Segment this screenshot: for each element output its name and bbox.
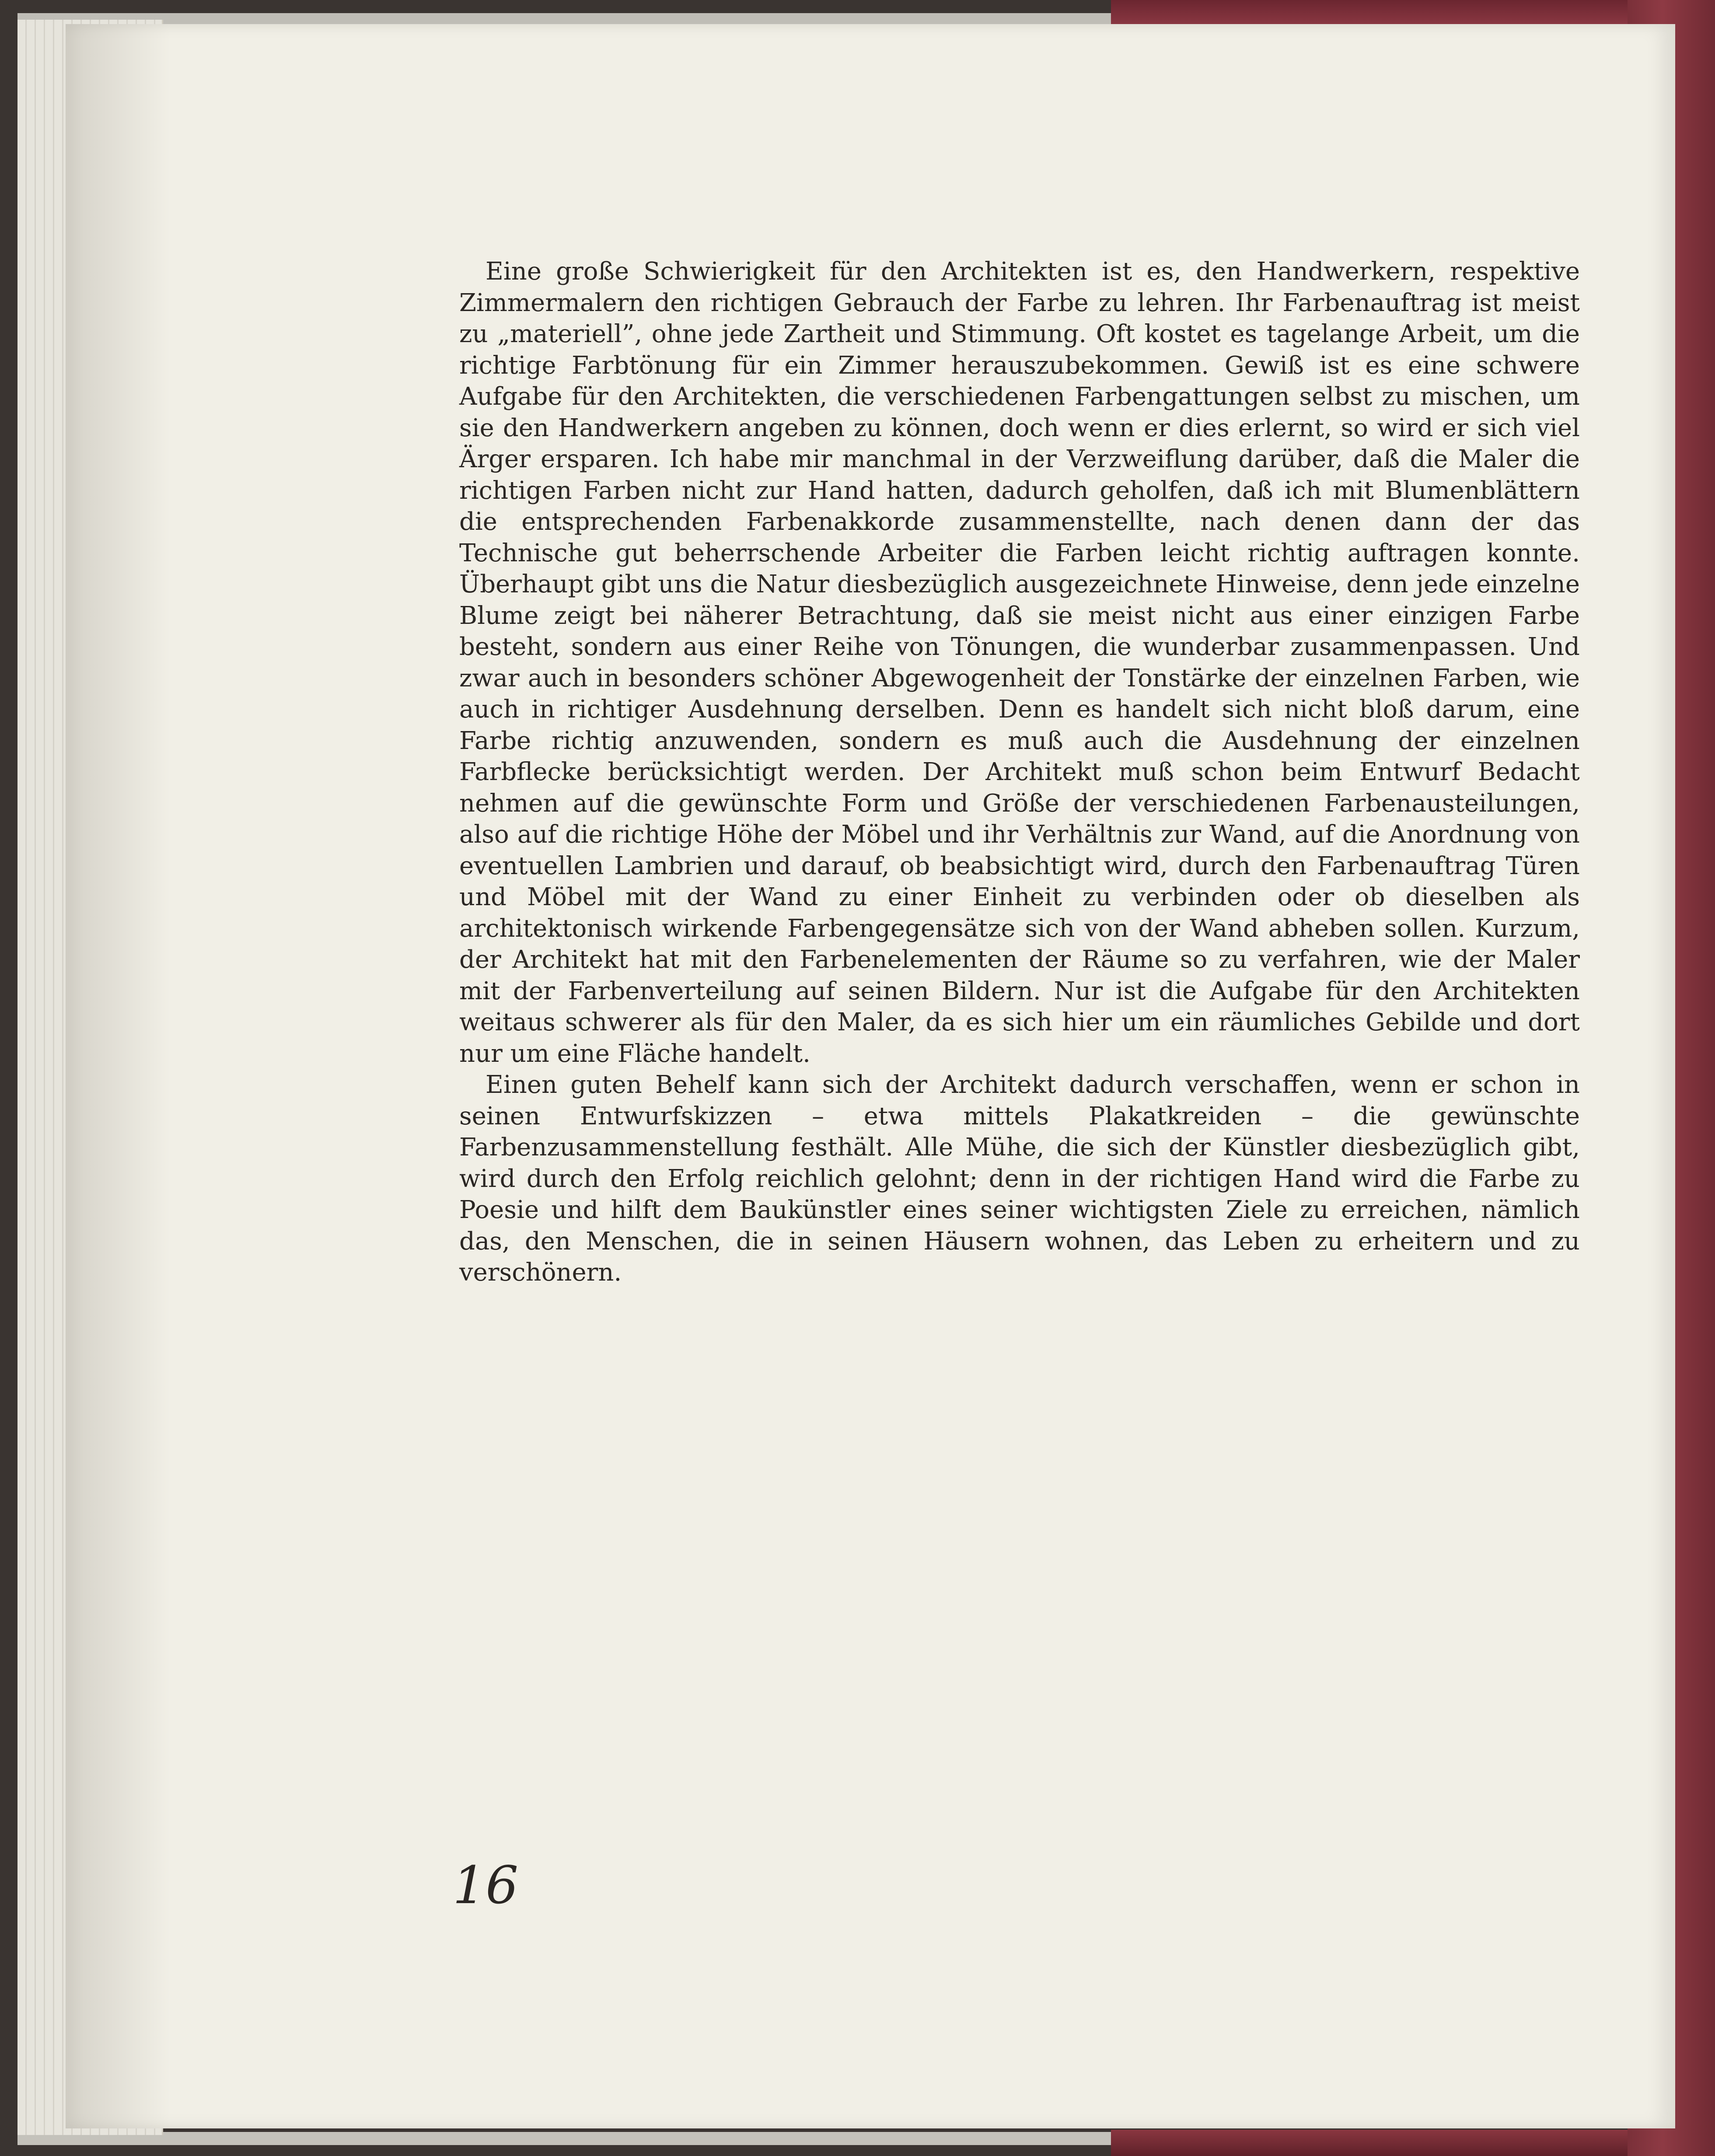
page-stack-top-edge bbox=[17, 13, 1128, 24]
page-number: 16 bbox=[453, 1855, 519, 1915]
cover-bottom-edge bbox=[1111, 2130, 1715, 2156]
book-page bbox=[66, 24, 1675, 2128]
body-text bbox=[459, 256, 1580, 1288]
paragraph-2: Einen guten Behelf kann sich der Architekt dadurch verschaffen, wenn er schon in seinen Entwurfskizzen – etwa mittels Plakatkreiden – die gewünschte Farbenzusammenstellung festhält. Alle Mühe, die sich der Künstler diesbezüglich gibt, wird durch den Erfolg reichlich gelohnt; denn in der richtigen Hand wird die Farbe zu Poesie und hilft dem Baukünstler eines seiner wichtigsten Ziele zu erreichen, nämlich das, den Menschen, die in seinen Häusern wohnen, das Leben zu erheitern und zu verschönern. bbox=[459, 1071, 1580, 1287]
gutter-shadow bbox=[66, 24, 171, 2128]
page-stack-bottom-edge bbox=[17, 2132, 1128, 2145]
paragraph-1: Eine große Schwierigkeit für den Architekten ist es, den Handwerkern, respektive Zimmermalern den richtigen Gebrauch der Farbe zu lehren. Ihr Farbenauftrag ist meist zu „materiell”, ohne jede Zartheit und Stimmung. Oft kostet es tagelange Arbeit, um die richtige Farbtönung für ein Zimmer herauszubekommen. Gewiß ist es eine schwere Aufgabe für den Architekten, die verschiedenen Farbengattungen selbst zu mischen, um sie den Handwerkern angeben zu können, doch wenn er dies erlernt, so wird er sich viel Ärger ersparen. Ich habe mir manchmal in der Verzweiflung darüber, daß die Maler die richtigen Farben nicht zur Hand hatten, dadurch geholfen, daß ich mit Blumenblättern die entsprechenden Farbenakkorde zusammenstellte, nach denen dann der das Technische gut beherrschende Arbeiter die Farben leicht richtig auftragen konnte. Überhaupt gibt uns die Natur diesbezüglich ausgezeichnete Hinweise, denn jede einzelne Blume zeigt bei näherer Betrachtung, daß sie meist nicht aus einer einzigen Farbe besteht, sondern aus einer Reihe von Tönungen, die wunderbar zusammenpassen. Und zwar auch in besonders schöner Abgewogenheit der Tonstärke der einzelnen Farben, wie auch in richtiger Ausdehnung derselben. Denn es handelt sich nicht bloß darum, eine Farbe richtig anzuwenden, sondern es muß auch die Ausdehnung der einzelnen Farbflecke berücksichtigt werden. Der Architekt muß schon beim Entwurf Bedacht nehmen auf die gewünschte Form und Größe der verschiedenen Farbenausteilungen, also auf die richtige Höhe der Möbel und ihr Verhältnis zur Wand, auf die Anordnung von eventuellen Lambrien und darauf, ob beabsichtigt wird, durch den Farbenauftrag Türen und Möbel mit der Wand zu einer Einheit zu verbinden oder ob dieselben als architektonisch wirkende Farbengegensätze sich von der Wand abheben sollen. Kurzum, der Architekt hat mit den Farbenelementen der Räume so zu verfahren, wie der Maler mit der Farbenverteilung auf seinen Bildern. Nur ist die Aufgabe für den Architekten weitaus schwerer als für den Maler, da es sich hier um ein räumliches Gebilde und dort nur um eine Fläche handelt. bbox=[459, 257, 1580, 1068]
